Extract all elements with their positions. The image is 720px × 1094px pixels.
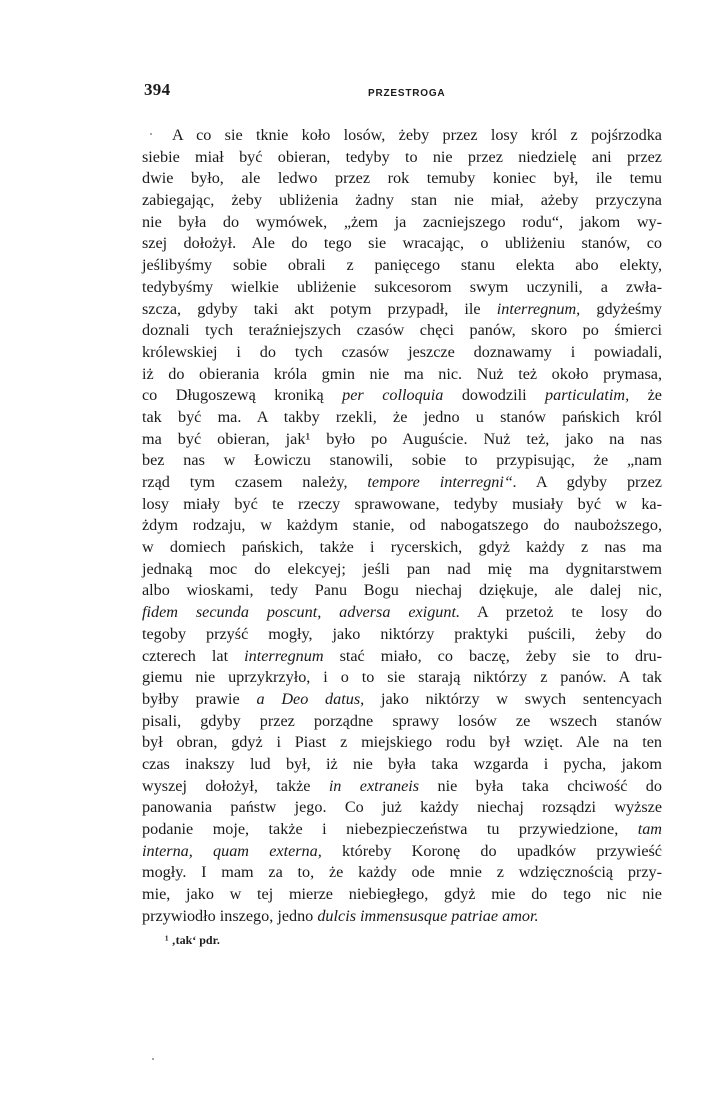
- text-line: [142, 819, 662, 841]
- text-segment: pisali, gdyby przez porządne sprawy losów ze wszech stanów: [142, 711, 662, 730]
- text-segment: A przetoż te losy do: [460, 603, 663, 622]
- page-number: 394: [144, 80, 171, 99]
- text-segment: doznali tych teraźniejszych czasów chęci panów, skoro po śmierci: [142, 321, 662, 340]
- text-segment: giemu nie uprzykrzyło, i o to sie starają niktórzy z panów. A tak: [142, 668, 662, 687]
- text-line: [142, 559, 662, 581]
- text-line: [142, 797, 662, 819]
- italic-phrase: a Deo datus,: [256, 689, 365, 708]
- text-segment: panowania państw jego. Co już każdy niechaj rozsądzi wyższe: [142, 798, 662, 817]
- text-segment: żdym rodzaju, w każdym stanie, od nabogatszego do nauboższego,: [142, 516, 662, 535]
- italic-phrase: fidem secunda poscunt, adversa exigunt.: [142, 603, 461, 622]
- text-line: [142, 472, 662, 494]
- text-line: [142, 255, 662, 277]
- italic-phrase: per colloquia: [342, 386, 444, 405]
- text-segment: czterech lat: [142, 646, 245, 665]
- text-line: [142, 841, 662, 863]
- text-line: [142, 385, 662, 407]
- scan-speck: [150, 133, 152, 135]
- text-segment: tak być ma. A takby rzekli, że jedno u stanów pańskich król: [142, 407, 662, 426]
- italic-phrase: dulcis immensusque patriae amor.: [317, 906, 539, 925]
- scan-speck: [152, 1058, 154, 1060]
- text-segment: jako niktórzy w swych sentencyach: [364, 689, 662, 708]
- body-text: [142, 125, 662, 927]
- text-segment: byłby prawie: [142, 689, 257, 708]
- text-segment: siebie miał być obieran, tedyby to nie przez niedzielę ani przez: [142, 147, 662, 166]
- text-segment: tedybyśmy wielkie ubliżenie sukcesorom swym uczynili, a zwła-: [142, 277, 662, 296]
- text-segment: A co sie tknie koło losów, żeby przez losy król z pojśrzodka: [172, 126, 662, 144]
- text-segment: mie, jako w tej mierze niebiegłego, gdyż mie do tego nic nie: [142, 885, 662, 904]
- text-segment: szej dołożył. Ale do tego sie wracając, o ubliżeniu stanów, co: [142, 234, 662, 253]
- text-segment: dwie było, ale ledwo przez rok temuby koniec był, ile temu: [142, 169, 662, 188]
- text-segment: nie była taka chciwość do: [419, 776, 662, 795]
- text-line: [142, 689, 662, 711]
- text-segment: szcza, gdyby taki akt potym przypadł, ile: [142, 299, 497, 318]
- text-line: [142, 125, 662, 147]
- text-line: [142, 862, 662, 884]
- text-segment: rząd tym czasem należy,: [142, 473, 368, 491]
- text-line: [142, 754, 662, 776]
- text-segment: był obran, gdyż i Piast z miejskiego rodu był wzięt. Ale na ten: [142, 733, 662, 752]
- text-segment: stać miało, co baczę, żeby sie to dru-: [323, 646, 662, 665]
- text-line: [142, 190, 662, 212]
- text-segment: któreby Koronę do upadków przywieść: [321, 841, 662, 860]
- text-segment: bez nas w Łowiczu stanowili, sobie to przypisując, że „nam: [142, 451, 662, 470]
- text-line: [142, 233, 662, 255]
- text-line: [142, 515, 662, 537]
- text-segment: przywiodło inszego, jedno: [142, 906, 318, 925]
- italic-phrase: in extraneis: [328, 776, 420, 795]
- text-segment: zabiegając, żeby ubliżenia żadny stan nie miał, ażeby przyczyna: [142, 191, 662, 210]
- text-segment: w domiech pańskich, także i rycerskich, gdyż każdy z nas ma: [142, 538, 662, 557]
- text-line: [142, 364, 662, 386]
- text-segment: dowodzili: [443, 386, 546, 405]
- text-line: [142, 212, 662, 234]
- text-segment: albo wioskami, tedy Panu Bogu niechaj dziękuje, ale dalej nic,: [142, 581, 662, 600]
- text-line: [142, 342, 662, 364]
- text-line: [142, 277, 662, 299]
- text-segment: wyszej dołożył, także: [142, 776, 329, 795]
- text-line: [142, 624, 662, 646]
- italic-phrase: particulatim,: [545, 386, 630, 405]
- text-line: [142, 299, 662, 321]
- italic-phrase: interna, quam externa,: [142, 841, 322, 860]
- text-segment: podanie moje, także i niebezpieczeństwa tu przywiedzione,: [142, 820, 638, 838]
- text-line: [142, 906, 662, 928]
- italic-phrase: tam: [637, 820, 662, 838]
- text-line: [142, 580, 662, 602]
- text-segment: ma być obieran, jak¹ było po Auguście. Nuż też, jako na nas: [142, 429, 662, 448]
- text-segment: gdyżeśmy: [580, 299, 662, 318]
- text-line: [142, 667, 662, 689]
- text-segment: iż do obierania króla gmin nie ma nic. Nuż też około prymasa,: [142, 364, 662, 383]
- text-segment: nie była do wymówek, „żem ja zacniejszego rodu“, jakom wy-: [142, 212, 662, 231]
- italic-phrase: tempore interregni“.: [367, 473, 517, 491]
- text-segment: co Długoszewą kroniką: [142, 386, 343, 405]
- text-line: [142, 147, 662, 169]
- italic-phrase: interregnum,: [496, 299, 581, 318]
- text-line: [142, 429, 662, 451]
- text-line: [142, 711, 662, 733]
- footnote: ¹ ‚tak‘ pdr.: [165, 933, 220, 947]
- text-line: [142, 168, 662, 190]
- text-line: [142, 450, 662, 472]
- text-line: [142, 776, 662, 798]
- text-line: [142, 732, 662, 754]
- text-segment: że: [629, 386, 662, 405]
- text-segment: jeślibyśmy sobie obrali z panięcego stanu elekta abo elekty,: [142, 256, 662, 275]
- text-segment: losy miały być te rzeczy sprawowane, tedyby musiały być w ka-: [142, 494, 662, 513]
- text-segment: czas inakszy lud był, iż nie była taka wzgarda i pycha, jakom: [142, 754, 662, 773]
- running-head: PRZESTROGA: [368, 88, 446, 99]
- text-line: [142, 494, 662, 516]
- text-line: [142, 646, 662, 668]
- text-line: [142, 602, 662, 624]
- text-segment: mogły. I mam za to, że każdy ode mnie z wdzięcznością przy-: [142, 863, 662, 882]
- italic-phrase: interregnum: [244, 646, 324, 665]
- text-segment: tegoby przyść mogły, jako niktórzy praktyki puścili, żeby do: [142, 624, 662, 643]
- text-segment: królewskiej i do tych czasów jeszcze doznawamy i powiadali,: [142, 342, 662, 361]
- text-line: [142, 537, 662, 559]
- text-line: [142, 884, 662, 906]
- text-line: [142, 407, 662, 429]
- text-line: [142, 320, 662, 342]
- text-segment: jednaką moc do elekcyej; jeśli pan nad mię ma dygnitarstwem: [142, 559, 662, 578]
- text-segment: A gdyby przez: [516, 473, 662, 491]
